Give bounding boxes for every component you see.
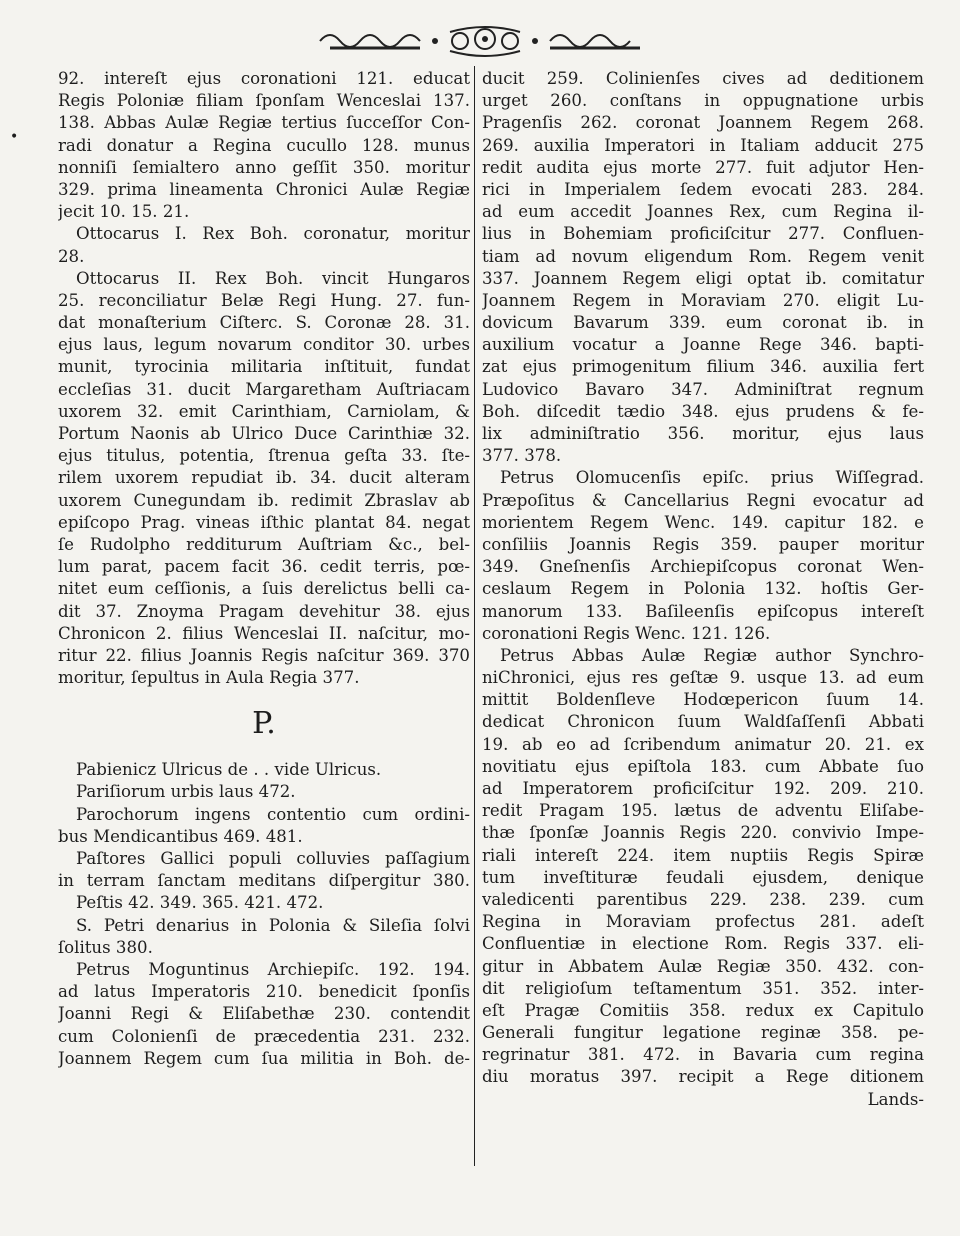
text-line: Præpoſitus & Cancellarius Regni evocatur ad xyxy=(482,490,924,510)
text-line: dit religioſum teſtamentum 351. 352. inter- xyxy=(482,978,924,998)
text-line: rilem uxorem repudiat ib. 34. ducit alteram xyxy=(58,468,470,488)
text-line: niChronici, ejus res geſtæ 9. usque 13. ad eum xyxy=(482,668,924,688)
text-line: dit 37. Znoyma Pragam devehitur 38. ejus xyxy=(58,601,470,621)
text-line: Confluentiæ in electione Rom. Regis 337. eli- xyxy=(482,934,924,954)
text-line: 269. auxilia Imperatori in Italiam adducit 275 xyxy=(482,135,924,155)
text-line: 19. ab eo ad ſcribendum animatur 20. 21. ex xyxy=(482,734,924,754)
text-line: ceslaum Regem in Polonia 132. hoſtis Ger- xyxy=(482,579,924,599)
ornament-scroll-icon xyxy=(310,24,660,58)
text-line: Regis Poloniæ filiam ſponſam Wenceslai 137. xyxy=(58,91,470,111)
text-line: Ludovico Bavaro 347. Adminiſtrat regnum xyxy=(482,379,924,399)
text-line: tum inveſtituræ feudali ejusdem, denique xyxy=(482,867,924,887)
text-line: Joanni Regi & Eliſabethæ 230. contendit xyxy=(58,1004,470,1024)
text-line: regrinatur 381. 472. in Bavaria cum regina xyxy=(482,1045,924,1065)
text-line: morientem Regem Wenc. 149. capitur 182. e xyxy=(482,512,924,532)
text-line: 349. Gneſnenſis Archiepiſcopus coronat Wen- xyxy=(482,557,924,577)
text-line: valedicenti parentibus 229. 238. 239. cum xyxy=(482,889,924,909)
text-line: 28. xyxy=(58,246,85,266)
text-line: thæ ſponſæ Joannis Regis 220. convivio Impe- xyxy=(482,823,924,843)
text-line: eſt Pragæ Comitiis 358. redux ex Capitulo xyxy=(482,1000,924,1020)
text-line: ad Imperatorem proficiſcitur 192. 209. 210. xyxy=(482,779,924,798)
text-line: dedicat Chronicon ſuum Waldſaſſenſi Abbati xyxy=(482,712,924,732)
text-line: gitur in Abbatem Aulæ Regiæ 350. 432. con- xyxy=(482,956,924,976)
text-line: ejus titulus, potentia, ſtrenua geſta 33. ſte- xyxy=(58,446,470,466)
text-line: ad latus Imperatoris 210. benedicit ſponſis xyxy=(58,982,470,1002)
text-line: cum Colonienſi de præcedentia 231. 232. xyxy=(58,1026,470,1046)
text-line: Pragenſis 262. coronat Joannem Regem 268. xyxy=(482,113,924,133)
text-line: redit audita ejus morte 277. fuit adjutor Hen- xyxy=(482,157,924,177)
right-column xyxy=(482,68,924,1198)
text-line: Generali fungitur legatione reginæ 358. pe- xyxy=(482,1023,924,1043)
text-line: 377. 378. xyxy=(482,446,562,466)
entry-heading: Ottocarus II. Rex Boh. vincit Hungaros xyxy=(76,268,470,288)
text-line: coronationi Regis Wenc. 121. 126. xyxy=(482,623,771,643)
text-line: dovicum Bavarum 339. eum coronat ib. in xyxy=(482,313,924,333)
text-line: 329. prima lineamenta Chronici Aulæ Regiæ xyxy=(58,179,470,199)
header-ornament xyxy=(310,24,660,58)
text-line: tiam ad novum eligendum Rom. Regem venit xyxy=(482,246,924,266)
entry-heading: Pabienicz Ulricus de . . vide Ulricus. xyxy=(76,760,382,780)
text-line: moritur, ſepultus in Aula Regia 377. xyxy=(58,668,360,688)
text-line: 92. intereſt ejus coronationi 121. educat xyxy=(58,69,470,88)
text-line: dat monaſterium Ciſterc. S. Coronæ 28. 31. xyxy=(58,313,470,333)
entry-heading: Petrus Moguntinus Archiepiſc. 192. 194. xyxy=(76,959,470,979)
text-line: lix adminiſtratio 356. moritur, ejus laus xyxy=(482,424,924,443)
section-letter: P. xyxy=(252,706,276,742)
text-line: munit, tyrocinia militaria inſtituit, fundat xyxy=(58,357,470,377)
left-block-p-entries xyxy=(58,759,470,1070)
right-block-continuation xyxy=(482,68,924,467)
right-block-petrus-abbas xyxy=(482,645,924,1089)
entry-heading: Peſtis 42. 349. 365. 421. 472. xyxy=(76,893,324,913)
text-line: Portum Naonis ab Ulrico Duce Carinthiæ 32. xyxy=(58,424,470,443)
text-line: conſiliis Joannis Regis 359. pauper moritur xyxy=(482,534,924,554)
text-line: Boh. diſcedit tædio 348. ejus prudens & fe- xyxy=(482,401,924,421)
text-line: urget 260. conſtans in oppugnatione urbis xyxy=(482,91,924,111)
text-line: in terram ſanctam meditans diſpergitur 380. xyxy=(58,871,470,891)
catchword: Lands- xyxy=(867,1089,924,1109)
text-line: manorum 133. Baſileenſis epiſcopus intereſt xyxy=(482,601,924,621)
text-line: ſe Rudolpho redditurum Auſtriam &c., bel- xyxy=(58,534,470,554)
text-line: nitet eum ceſſionis, a ſuis derelictus belli ca- xyxy=(58,579,470,599)
margin-dot: • xyxy=(10,129,19,145)
text-line: novitiatu ejus epiſtola 183. cum Abbate ſuo xyxy=(482,756,924,776)
text-line: rici in Imperialem ſedem evocati 283. 284. xyxy=(482,179,924,199)
text-line: uxorem 32. emit Carinthiam, Carniolam, & xyxy=(58,401,470,421)
text-line: jecit 10. 15. 21. xyxy=(58,202,190,222)
text-line: lum parat, pacem facit 36. cedit terris, pœ- xyxy=(58,557,470,577)
left-block-ottocarus xyxy=(58,68,470,689)
text-line: Joannem Regem in Moraviam 270. eligit Lu- xyxy=(482,290,924,310)
text-line: 138. Abbas Aulæ Regiæ tertius ſucceſſor Con- xyxy=(58,113,470,133)
text-line: Joannem Regem cum ſua militia in Boh. de- xyxy=(58,1048,470,1068)
text-line: zat ejus primogenitum filium 346. auxilia fert xyxy=(482,357,924,377)
entry-heading: Pariſiorum urbis laus 472. xyxy=(76,782,296,802)
text-line: epiſcopo Prag. vineas iſthic plantat 84. negat xyxy=(58,512,470,532)
text-line: auxilium vocatur a Joanne Rege 346. bapti- xyxy=(482,335,924,355)
text-line: 337. Joannem Regem eligi optat ib. comitatur xyxy=(482,268,924,288)
text-line: mittit Boldenſleve Hodœpericon ſuum 14. xyxy=(482,690,924,710)
left-column xyxy=(58,68,470,1198)
text-line: riali intereſt 224. item nuptiis Regis Spiræ xyxy=(482,845,924,865)
entry-heading: Ottocarus I. Rex Boh. coronatur, moritur xyxy=(76,224,470,244)
entry-heading: Paſtores Gallici populi colluvies paſſagium xyxy=(76,849,470,868)
text-line: diu moratus 397. recipit a Rege ditionem xyxy=(482,1067,924,1087)
text-line: ſolitus 380. xyxy=(58,937,153,957)
text-line: ejus laus, legum novarum conditor 30. urbes xyxy=(58,335,470,355)
text-line: eccleſias 31. ducit Margaretham Auſtriacam xyxy=(58,379,470,399)
column-divider xyxy=(474,66,475,1166)
text-line: bus Mendicantibus 469. 481. xyxy=(58,826,303,846)
text-line: ducit 259. Colinienſes cives ad deditionem xyxy=(482,69,924,88)
text-line: ad eum accedit Joannes Rex, cum Regina il- xyxy=(482,202,924,222)
text-line: radi donatur a Regina cucullo 128. munus xyxy=(58,135,470,155)
text-line: nonniſi ſemialtero anno geſſit 350. moritur xyxy=(58,157,470,177)
text-line: Chronicon 2. filius Wenceslai II. naſcitur, mo- xyxy=(58,623,470,643)
text-line: 25. reconciliatur Belæ Regi Hung. 27. fun- xyxy=(58,290,470,310)
right-block-petrus-olomucensis xyxy=(482,467,924,645)
text-line: uxorem Cunegundam ib. redimit Zbraslav ab xyxy=(58,490,470,510)
text-line: lius in Bohemiam proficiſcitur 277. Confluen- xyxy=(482,224,924,244)
entry-heading: Petrus Abbas Aulæ Regiæ author Synchro- xyxy=(500,645,924,665)
text-line: ritur 22. filius Joannis Regis naſcitur 369. 370 xyxy=(58,645,470,665)
entry-heading: Parochorum ingens contentio cum ordini- xyxy=(76,804,470,824)
entry-heading: Petrus Olomucenſis epiſc. prius Wiſſegrad. xyxy=(500,468,924,488)
text-line: redit Pragam 195. lætus de adventu Eliſabe- xyxy=(482,801,924,821)
entry-heading: S. Petri denarius in Polonia & Sileſia ſolvi xyxy=(76,915,470,935)
text-line: Regina in Moraviam profectus 281. adeſt xyxy=(482,912,924,932)
